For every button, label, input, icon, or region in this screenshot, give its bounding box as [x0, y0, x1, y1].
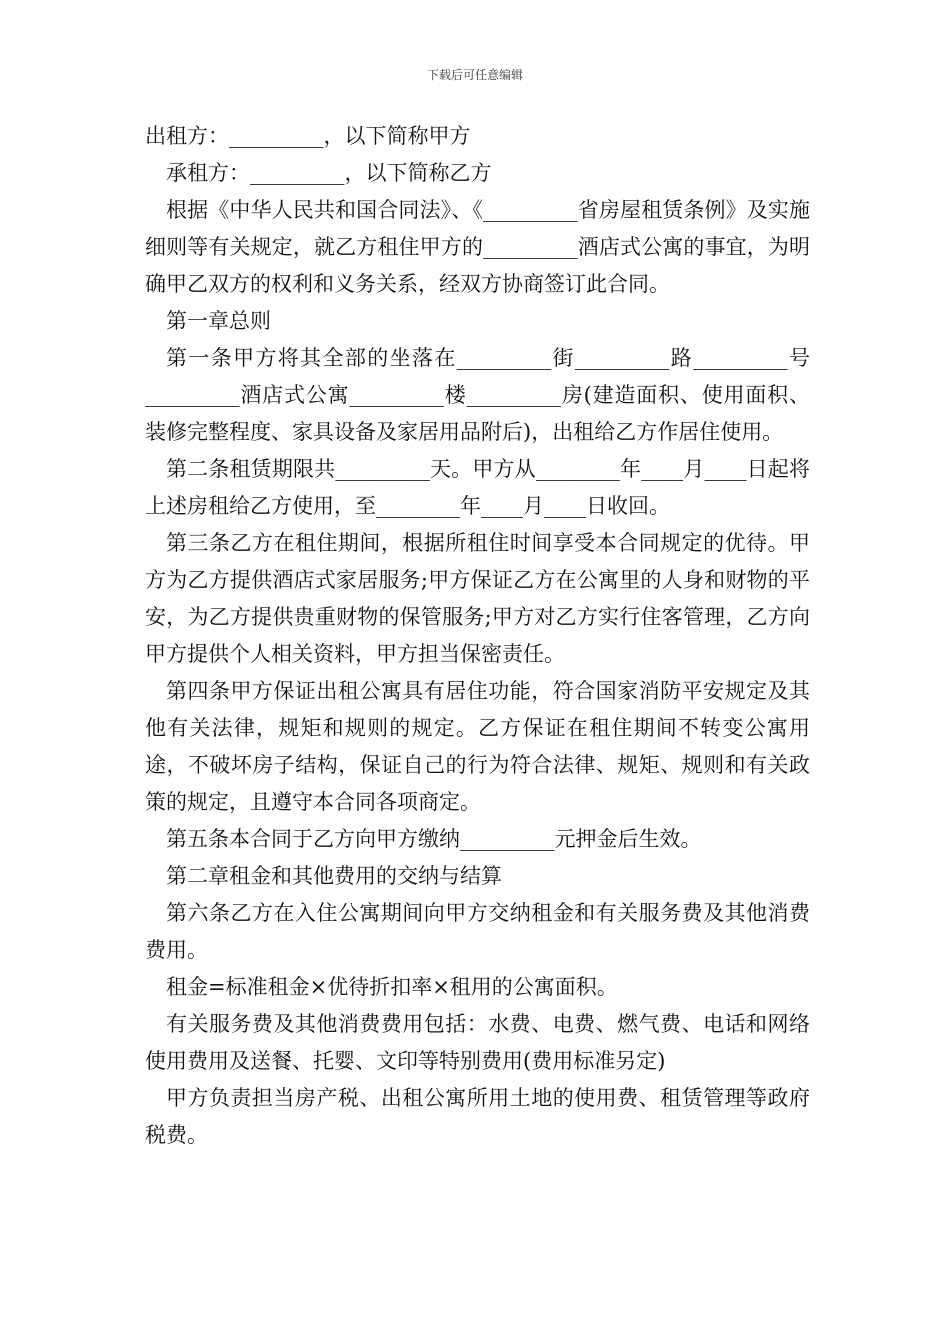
paragraph-basis: 根据《中华人民共和国合同法》、《_________省房屋租赁条例》及实施细则等有关规定，就乙方租住甲方的_________酒店式公寓的事宜，为明确甲乙双方的权利和义务关系，经双方协商签订此合同。	[145, 198, 810, 296]
article-1: 第一条甲方将其全部的坐落在_________街_________路_________号_________酒店式公寓_________楼_________房(建造面积、使用面积、装修完整程度、家具设备及家居用品附后)，出租给乙方作居住使用。	[145, 346, 810, 444]
article-2: 第二条租赁期限共_________天。甲方从________年____月____日起将上述房租给乙方使用，至________年____月____日收回。	[145, 457, 810, 518]
service-fees: 有关服务费及其他消费费用包括：水费、电费、燃气费、电话和网络使用费用及送餐、托婴、文印等特别费用(费用标准另定)	[145, 1012, 810, 1073]
paragraph-lessor: 出租方：_________，以下简称甲方	[145, 124, 471, 148]
chapter-2-heading: 第二章租金和其他费用的交纳与结算	[166, 864, 502, 888]
paragraph-lessee: 承租方：_________，以下简称乙方	[166, 161, 492, 185]
article-5: 第五条本合同于乙方向甲方缴纳_________元押金后生效。	[166, 827, 702, 851]
chapter-1-heading: 第一章总则	[166, 309, 271, 333]
rent-formula: 租金=标准租金×优待折扣率×租用的公寓面积。	[166, 975, 618, 999]
article-3: 第三条乙方在租住期间，根据所租住时间享受本合同规定的优待。甲方为乙方提供酒店式家居服务;甲方保证乙方在公寓里的人身和财物的平安，为乙方提供贵重财物的保管服务;甲方对乙方实行住客管理，乙方向甲方提供个人相关资料，甲方担当保密责任。	[145, 531, 810, 666]
article-6: 第六条乙方在入住公寓期间向甲方交纳租金和有关服务费及其他消费费用。	[145, 901, 810, 962]
page-header: 下载后可任意编辑	[426, 68, 523, 82]
article-4: 第四条甲方保证出租公寓具有居住功能，符合国家消防平安规定及其他有关法律，规矩和规则的规定。乙方保证在租住期间不转变公寓用途，不破坏房子结构，保证自己的行为符合法律、规矩、规则和有关政策的规定，且遵守本合同各项商定。	[145, 679, 810, 814]
contract-body	[145, 118, 810, 1154]
government-taxes: 甲方负责担当房产税、出租公寓所用土地的使用费、租赁管理等政府税费。	[145, 1086, 810, 1147]
